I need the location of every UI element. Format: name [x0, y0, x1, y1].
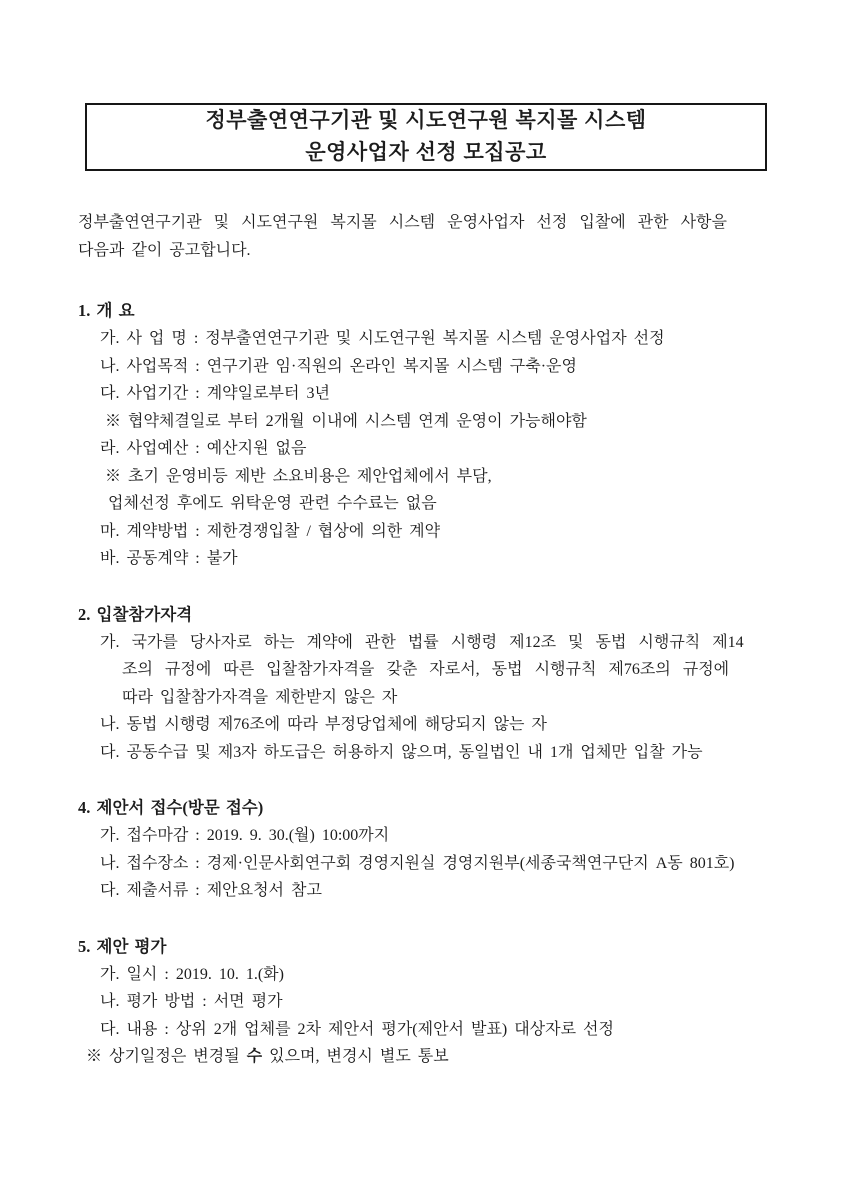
section-heading: 1. 개 요 [78, 301, 135, 320]
schedule-change-note [78, 1043, 770, 1071]
document-title-line-1: 정부출연연구기관 및 시도연구원 복지몰 시스템 [205, 109, 647, 132]
doc-line: 가. 사 업 명 : 정부출연연구기관 및 시도연구원 복지몰 시스템 운영사업자 선정 [100, 330, 665, 347]
doc-line: 나. 평가 방법 : 서면 평가 [100, 993, 283, 1010]
doc-line: 다. 제출서류 : 제안요청서 참고 [100, 882, 322, 899]
doc-line-continuation: 업체선정 후에도 위탁운영 관련 수수료는 없음 [108, 495, 437, 512]
doc-line: 다. 사업기간 : 계약일로부터 3년 [100, 385, 330, 402]
doc-line-continuation: 따라 입찰참가자격을 제한받지 않은 자 [122, 688, 398, 706]
document-title-line-2: 운영사업자 선정 모집공고 [305, 141, 547, 164]
note-text: 있으며, 변경시 별도 통보 [262, 1048, 449, 1065]
intro-line: 다음과 같이 공고합니다. [78, 242, 251, 259]
section-heading: 4. 제안서 접수(방문 접수) [78, 798, 264, 817]
section-heading: 5. 제안 평가 [78, 936, 167, 956]
doc-line: 마. 계약방법 : 제한경쟁입찰 / 협상에 의한 계약 [100, 522, 441, 540]
doc-line: 다. 공동수급 및 제3자 하도급은 허용하지 않으며, 동일법인 내 1개 업체만 입찰 가능 [100, 743, 703, 761]
note-text: ※ 상기일정은 변경될 [86, 1048, 247, 1065]
section-overview [78, 297, 770, 573]
section-bid-eligibility [78, 601, 770, 767]
doc-line: 가. 국가를 당사자로 하는 계약에 관한 법률 시행령 제12조 및 동법 시행규칙 제14 [100, 633, 744, 651]
doc-line: 라. 사업예산 : 예산지원 없음 [100, 440, 307, 457]
doc-note-line: ※ 초기 운영비등 제반 소요비용은 제안업체에서 부담, [105, 467, 492, 485]
doc-line: 나. 사업목적 : 연구기관 임·직원의 온라인 복지몰 시스템 구축·운영 [100, 357, 577, 375]
doc-line: 나. 동법 시행령 제76조에 따라 부정당업체에 해당되지 않는 자 [100, 716, 547, 733]
doc-line: 나. 접수장소 : 경제·인문사회연구회 경영지원실 경영지원부(세종국책연구단지 A동 801호) [100, 854, 735, 872]
section-heading: 2. 입찰참가자격 [78, 604, 193, 624]
doc-line: 바. 공동계약 : 불가 [100, 550, 238, 567]
section-proposal-evaluation [78, 933, 770, 1071]
doc-note-line: ※ 협약체결일로 부터 2개월 이내에 시스템 연계 운영이 가능해야함 [105, 412, 587, 430]
note-emphasis: 수 [246, 1048, 263, 1065]
intro-paragraph [78, 209, 770, 265]
doc-line-continuation: 조의 규정에 따른 입찰참가자격을 갖춘 자로서, 동법 시행규칙 제76조의 규정에 [122, 661, 730, 678]
document-title-box [85, 103, 767, 171]
section-proposal-submission [78, 794, 770, 905]
doc-line: 가. 접수마감 : 2019. 9. 30.(월) 10:00까지 [100, 827, 390, 844]
doc-line: 가. 일시 : 2019. 10. 1.(화) [100, 965, 284, 983]
doc-line: 다. 내용 : 상위 2개 업체를 2차 제안서 평가(제안서 발표) 대상자로 선정 [100, 1020, 614, 1038]
intro-line: 정부출연연구기관 및 시도연구원 복지몰 시스템 운영사업자 선정 입찰에 관한 사항을 [78, 214, 727, 231]
